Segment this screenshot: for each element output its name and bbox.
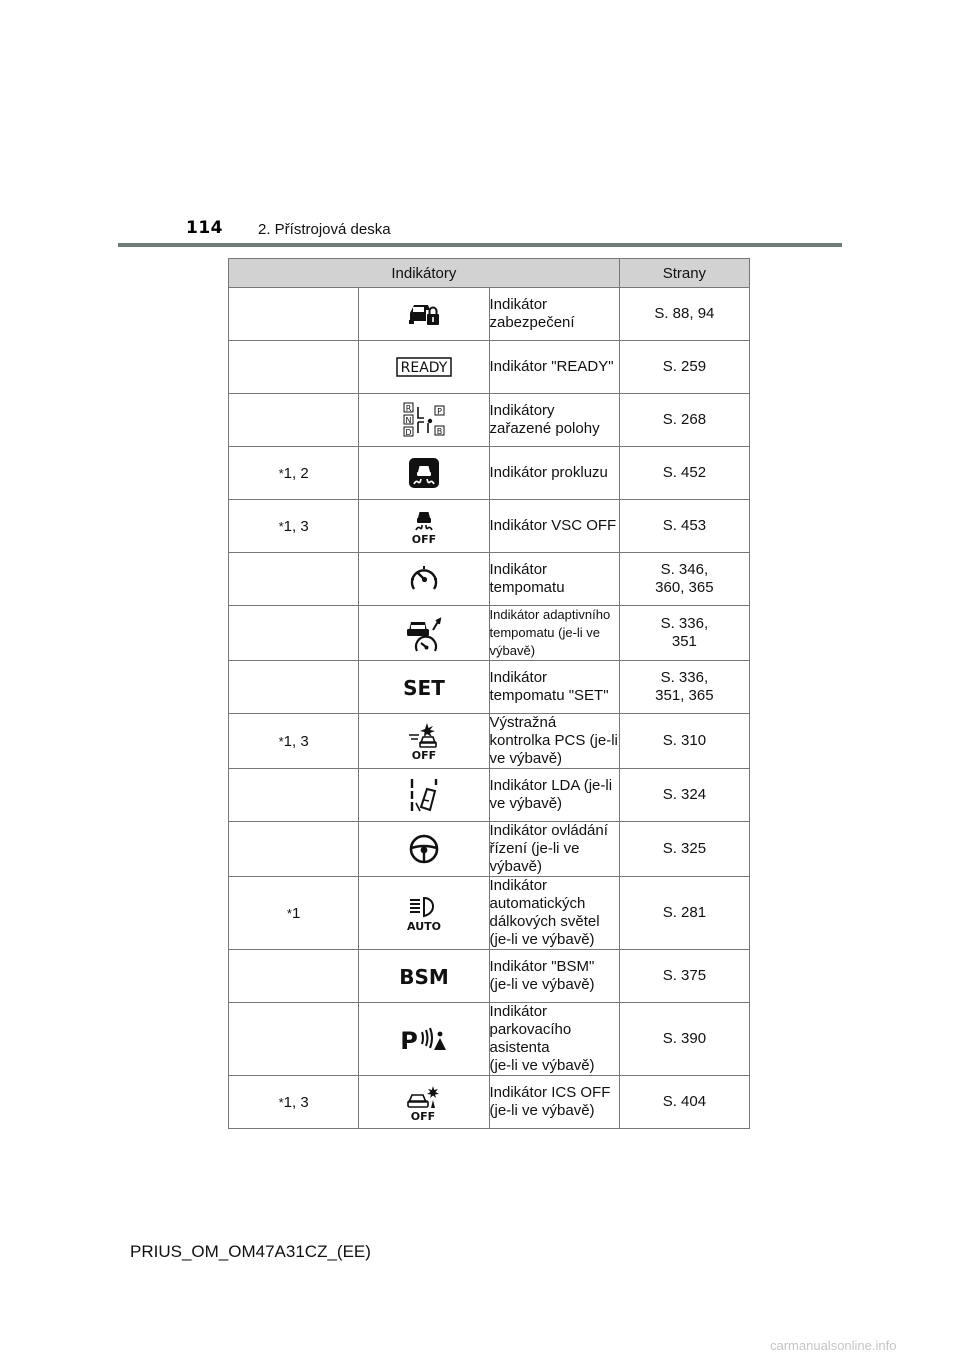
- svg-text:P: P: [436, 407, 442, 416]
- icon-cell: [359, 877, 489, 950]
- pcs-warning-icon: [407, 721, 441, 761]
- table-row: [229, 288, 750, 341]
- indicator-label: Indikátor VSC OFF: [489, 500, 619, 553]
- page-reference: S. 336, 351, 365: [619, 661, 749, 714]
- note-cell: [229, 950, 359, 1003]
- cruise-control-indicator-icon: [408, 563, 440, 595]
- indicator-table: [228, 258, 750, 1129]
- table-row: [229, 661, 750, 714]
- icon-cell: [359, 288, 489, 341]
- cruise-set-indicator-icon: [402, 675, 446, 699]
- svg-text:N: N: [405, 416, 412, 425]
- note-cell: [229, 661, 359, 714]
- icon-cell: [359, 714, 489, 769]
- page-reference: S. 390: [619, 1003, 749, 1076]
- note-ref: 1, 3: [283, 1093, 309, 1111]
- note-ref: 1, 3: [283, 517, 309, 535]
- parking-assist-indicator-icon: [400, 1024, 448, 1054]
- shift-position-indicator-icon: [400, 401, 448, 439]
- ready-indicator-icon: [396, 357, 452, 377]
- page-reference: S. 325: [619, 822, 749, 877]
- indicator-label: Indikátor parkovacího asistenta (je-li ve výbavě): [489, 1003, 619, 1076]
- note-cell: [229, 822, 359, 877]
- vsc-off-indicator-icon: [408, 507, 440, 545]
- icon-cell: [359, 500, 489, 553]
- note-cell: *1, 3: [229, 1076, 359, 1129]
- indicator-label: Indikátor LDA (je-li ve výbavě): [489, 769, 619, 822]
- indicator-label: Indikátor "BSM" (je-li ve výbavě): [489, 950, 619, 1003]
- indicator-label: Indikátor ICS OFF (je-li ve výbavě): [489, 1076, 619, 1129]
- page-reference: S. 324: [619, 769, 749, 822]
- note-cell: *1, 3: [229, 500, 359, 553]
- note-cell: *1: [229, 877, 359, 950]
- indicator-label: Indikátor automatických dálkových světel (je-li ve výbavě): [489, 877, 619, 950]
- slip-indicator-icon: [408, 457, 440, 489]
- page-reference: S. 310: [619, 714, 749, 769]
- page-number: 114: [186, 218, 223, 238]
- table-row: [229, 1003, 750, 1076]
- page-reference: S. 88, 94: [619, 288, 749, 341]
- bsm-indicator-icon: [399, 963, 449, 989]
- icon-cell: [359, 950, 489, 1003]
- note-ref: 1: [291, 904, 301, 922]
- footer-doc-code: PRIUS_OM_OM47A31CZ_(EE): [130, 1242, 371, 1261]
- indicator-label: Indikátor "READY": [489, 341, 619, 394]
- indicator-label: Indikátory zařazené polohy: [489, 394, 619, 447]
- page-reference: S. 404: [619, 1076, 749, 1129]
- table-row: [229, 394, 750, 447]
- svg-text:OFF: OFF: [411, 749, 437, 761]
- column-header-indicators: Indikátory: [229, 259, 620, 288]
- table-row: [229, 714, 750, 769]
- table-row: [229, 341, 750, 394]
- table-row: [229, 950, 750, 1003]
- indicator-label: Indikátor tempomatu "SET": [489, 661, 619, 714]
- svg-text:OFF: OFF: [410, 1110, 436, 1122]
- header-rule: [118, 243, 842, 247]
- page-reference: S. 259: [619, 341, 749, 394]
- indicator-label: Výstražná kontrolka PCS (je-li ve výbavě): [489, 714, 618, 767]
- note-cell: [229, 288, 359, 341]
- note-ref: 1, 2: [283, 464, 309, 482]
- table-row: [229, 877, 750, 950]
- table-header-row: [229, 259, 750, 288]
- ics-off-indicator-icon: [406, 1082, 442, 1122]
- indicator-label: Indikátor adaptivního tempomatu (je-li ve výbavě): [489, 606, 619, 661]
- security-indicator-icon: [407, 301, 441, 327]
- note-cell: *1, 3: [229, 714, 359, 769]
- column-header-pages: Strany: [619, 259, 749, 288]
- svg-text:SET: SET: [403, 676, 445, 699]
- indicator-label: Indikátor tempomatu: [489, 553, 619, 606]
- icon-cell: [359, 769, 489, 822]
- svg-text:OFF: OFF: [411, 533, 437, 545]
- svg-text:AUTO: AUTO: [406, 920, 441, 933]
- note-cell: *1, 2: [229, 447, 359, 500]
- table-row: [229, 553, 750, 606]
- auto-high-beam-indicator-icon: [405, 893, 443, 933]
- icon-cell: [359, 394, 489, 447]
- note-cell: [229, 606, 359, 661]
- note-cell: [229, 769, 359, 822]
- page-reference: S. 375: [619, 950, 749, 1003]
- svg-text:READY: READY: [400, 360, 448, 376]
- watermark: carmanualsonline.info: [770, 1338, 897, 1353]
- svg-text:BSM: BSM: [399, 965, 449, 989]
- note-cell: [229, 553, 359, 606]
- icon-cell: [359, 1003, 489, 1076]
- page-reference: S. 281: [619, 877, 749, 950]
- page-reference: S. 453: [619, 500, 749, 553]
- page-reference: S. 452: [619, 447, 749, 500]
- note-ref: 1, 3: [283, 732, 309, 750]
- note-cell: [229, 1003, 359, 1076]
- svg-text:D: D: [405, 428, 412, 437]
- table-row: [229, 447, 750, 500]
- icon-cell: [359, 447, 489, 500]
- icon-cell: [359, 1076, 489, 1129]
- svg-text:R: R: [405, 404, 412, 413]
- indicator-label: Indikátor prokluzu: [489, 447, 619, 500]
- page-reference: S. 336, 351: [619, 606, 749, 661]
- note-cell: [229, 341, 359, 394]
- chapter-title: 2. Přístrojová deska: [258, 221, 391, 238]
- icon-cell: [359, 606, 489, 661]
- adaptive-cruise-indicator-icon: [403, 614, 445, 652]
- table-row: [229, 606, 750, 661]
- icon-cell: [359, 341, 489, 394]
- table-row: [229, 500, 750, 553]
- svg-text:P: P: [400, 1027, 418, 1054]
- page-reference: S. 268: [619, 394, 749, 447]
- lda-indicator-icon: [407, 777, 441, 813]
- icon-cell: [359, 661, 489, 714]
- table-row: [229, 1076, 750, 1129]
- icon-cell: [359, 553, 489, 606]
- steering-control-indicator-icon: [408, 833, 440, 865]
- page-reference: S. 346, 360, 365: [619, 553, 749, 606]
- indicator-label: Indikátor zabezpečení: [489, 288, 619, 341]
- table-row: [229, 769, 750, 822]
- indicator-label: Indikátor ovládání řízení (je-li ve výbavě): [489, 822, 619, 877]
- note-cell: [229, 394, 359, 447]
- icon-cell: [359, 822, 489, 877]
- svg-text:B: B: [436, 427, 443, 436]
- table-row: [229, 822, 750, 877]
